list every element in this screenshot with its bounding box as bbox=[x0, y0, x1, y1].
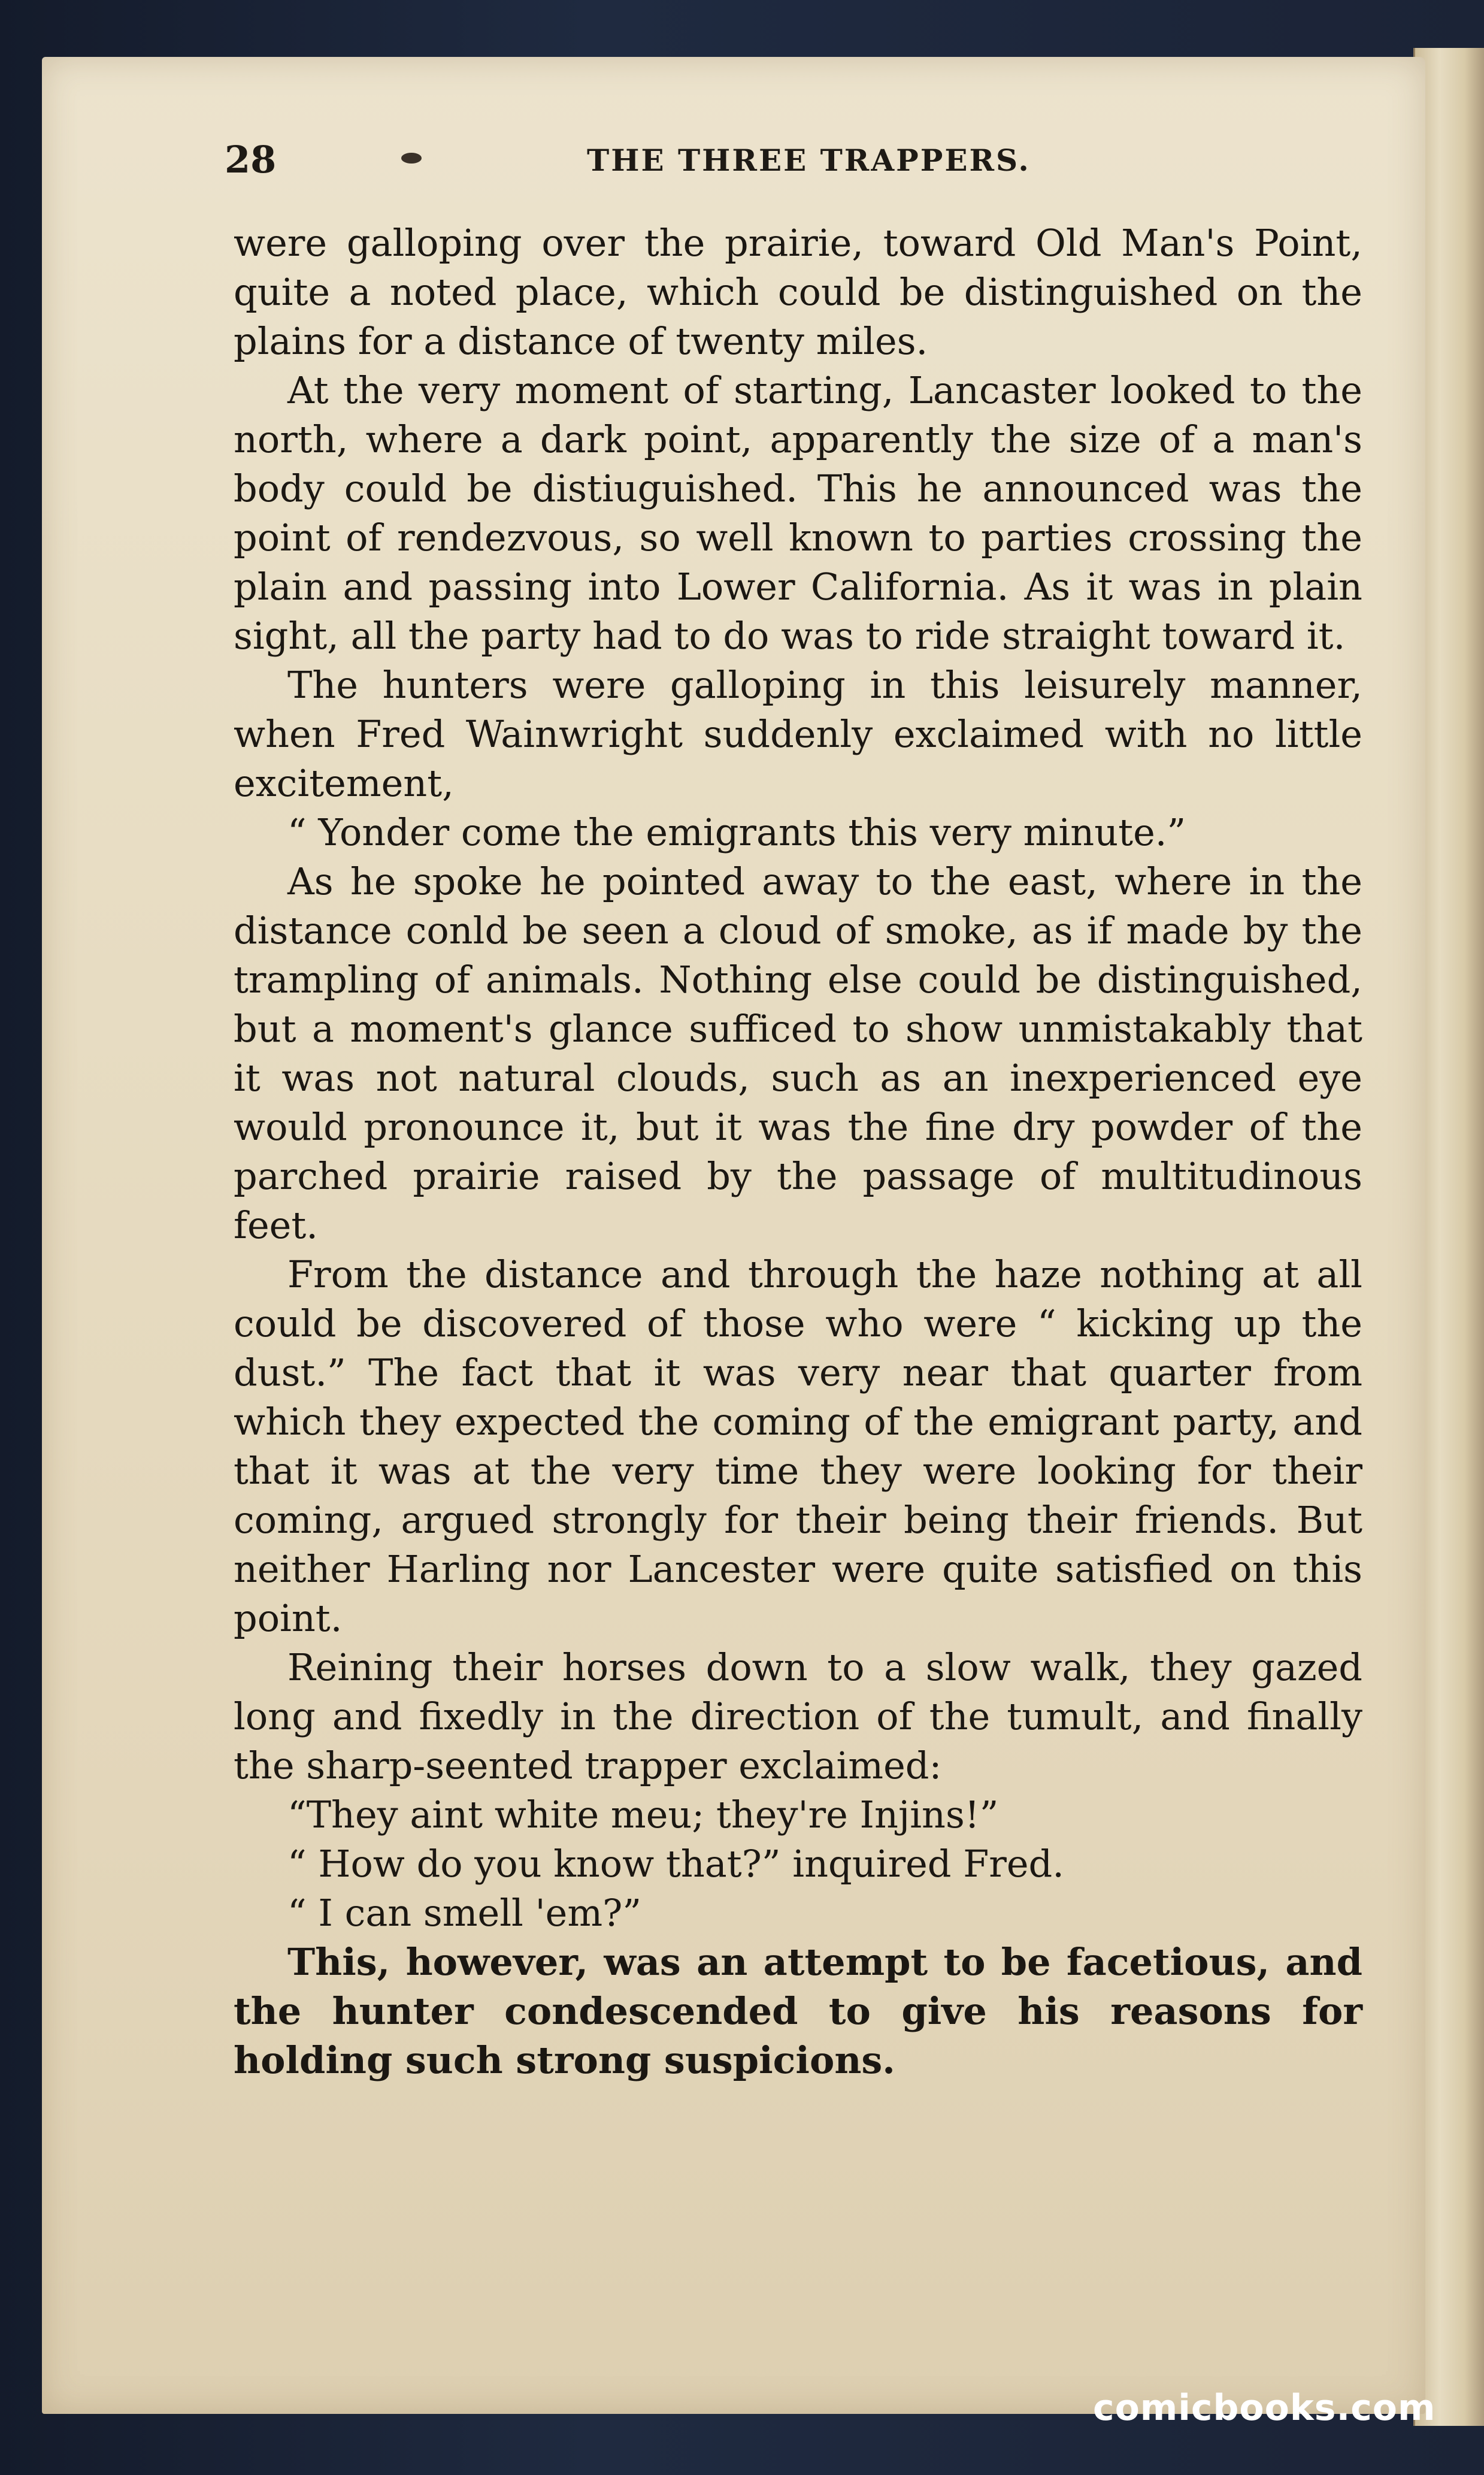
site-watermark: comicbooks.com bbox=[1093, 2387, 1436, 2429]
paragraph: As he spoke he pointed away to the east, where in the distance conld be seen a cloud of smoke, as if made by the trampling of animals. Nothing else could be distinguished, but a moment's glance sufficed to show unmistakably that it was not natural clouds, such as an inexperienced eye would pronounce it, but it was the fine dry powder of the parched prairie raised by the passage of multitudinous feet. bbox=[234, 860, 1362, 1247]
dialogue-line: “ I can smell 'em?” bbox=[287, 1891, 642, 1935]
dialogue-line: “ Yonder come the emigrants this very minute.” bbox=[287, 810, 1186, 854]
paragraph: At the very moment of starting, Lancaster looked to the north, where a dark point, apparently the size of a man's body could be distiuguished. This he announced was the point of rendezvous, so well known to parties crossing the plain and passing into Lower California. As it was in plain sight, all the party had to do was to ride straight toward it. bbox=[234, 368, 1362, 658]
paragraph: From the distance and through the haze nothing at all could be discovered of those who were “ kicking up the dust.” The fact that it was very near that quarter from which they expected the coming of the emigrant party, and that it was at the very time they were looking for their coming, argued strongly for their being their friends. But neither Harling nor Lancester were quite satisfied on this point. bbox=[234, 1252, 1362, 1640]
page-header bbox=[225, 138, 1362, 198]
running-title: THE THREE TRAPPERS. bbox=[587, 143, 1031, 178]
dialogue-line: “They aint white meu; they're Injins!” bbox=[287, 1793, 999, 1836]
dialogue-line: “ How do you know that?” inquired Fred. bbox=[287, 1842, 1064, 1886]
page-body-text bbox=[234, 219, 1362, 2085]
ornament-icon bbox=[401, 153, 422, 164]
paragraph: This, however, was an attempt to be facetious, and the hunter condescended to give his reasons for holding such strong suspicions. bbox=[234, 1940, 1362, 2082]
paragraph: The hunters were galloping in this leisurely manner, when Fred Wainwright suddenly exclaimed with no little excitement, bbox=[234, 663, 1362, 805]
paragraph: Reining their horses down to a slow walk, they gazed long and fixedly in the direction of the tumult, and finally the sharp-seented trapper exclaimed: bbox=[234, 1645, 1362, 1787]
page-number: 28 bbox=[225, 138, 277, 181]
paragraph: were galloping over the prairie, toward Old Man's Point, quite a noted place, which could be distinguished on the plains for a distance of twenty miles. bbox=[234, 221, 1362, 363]
